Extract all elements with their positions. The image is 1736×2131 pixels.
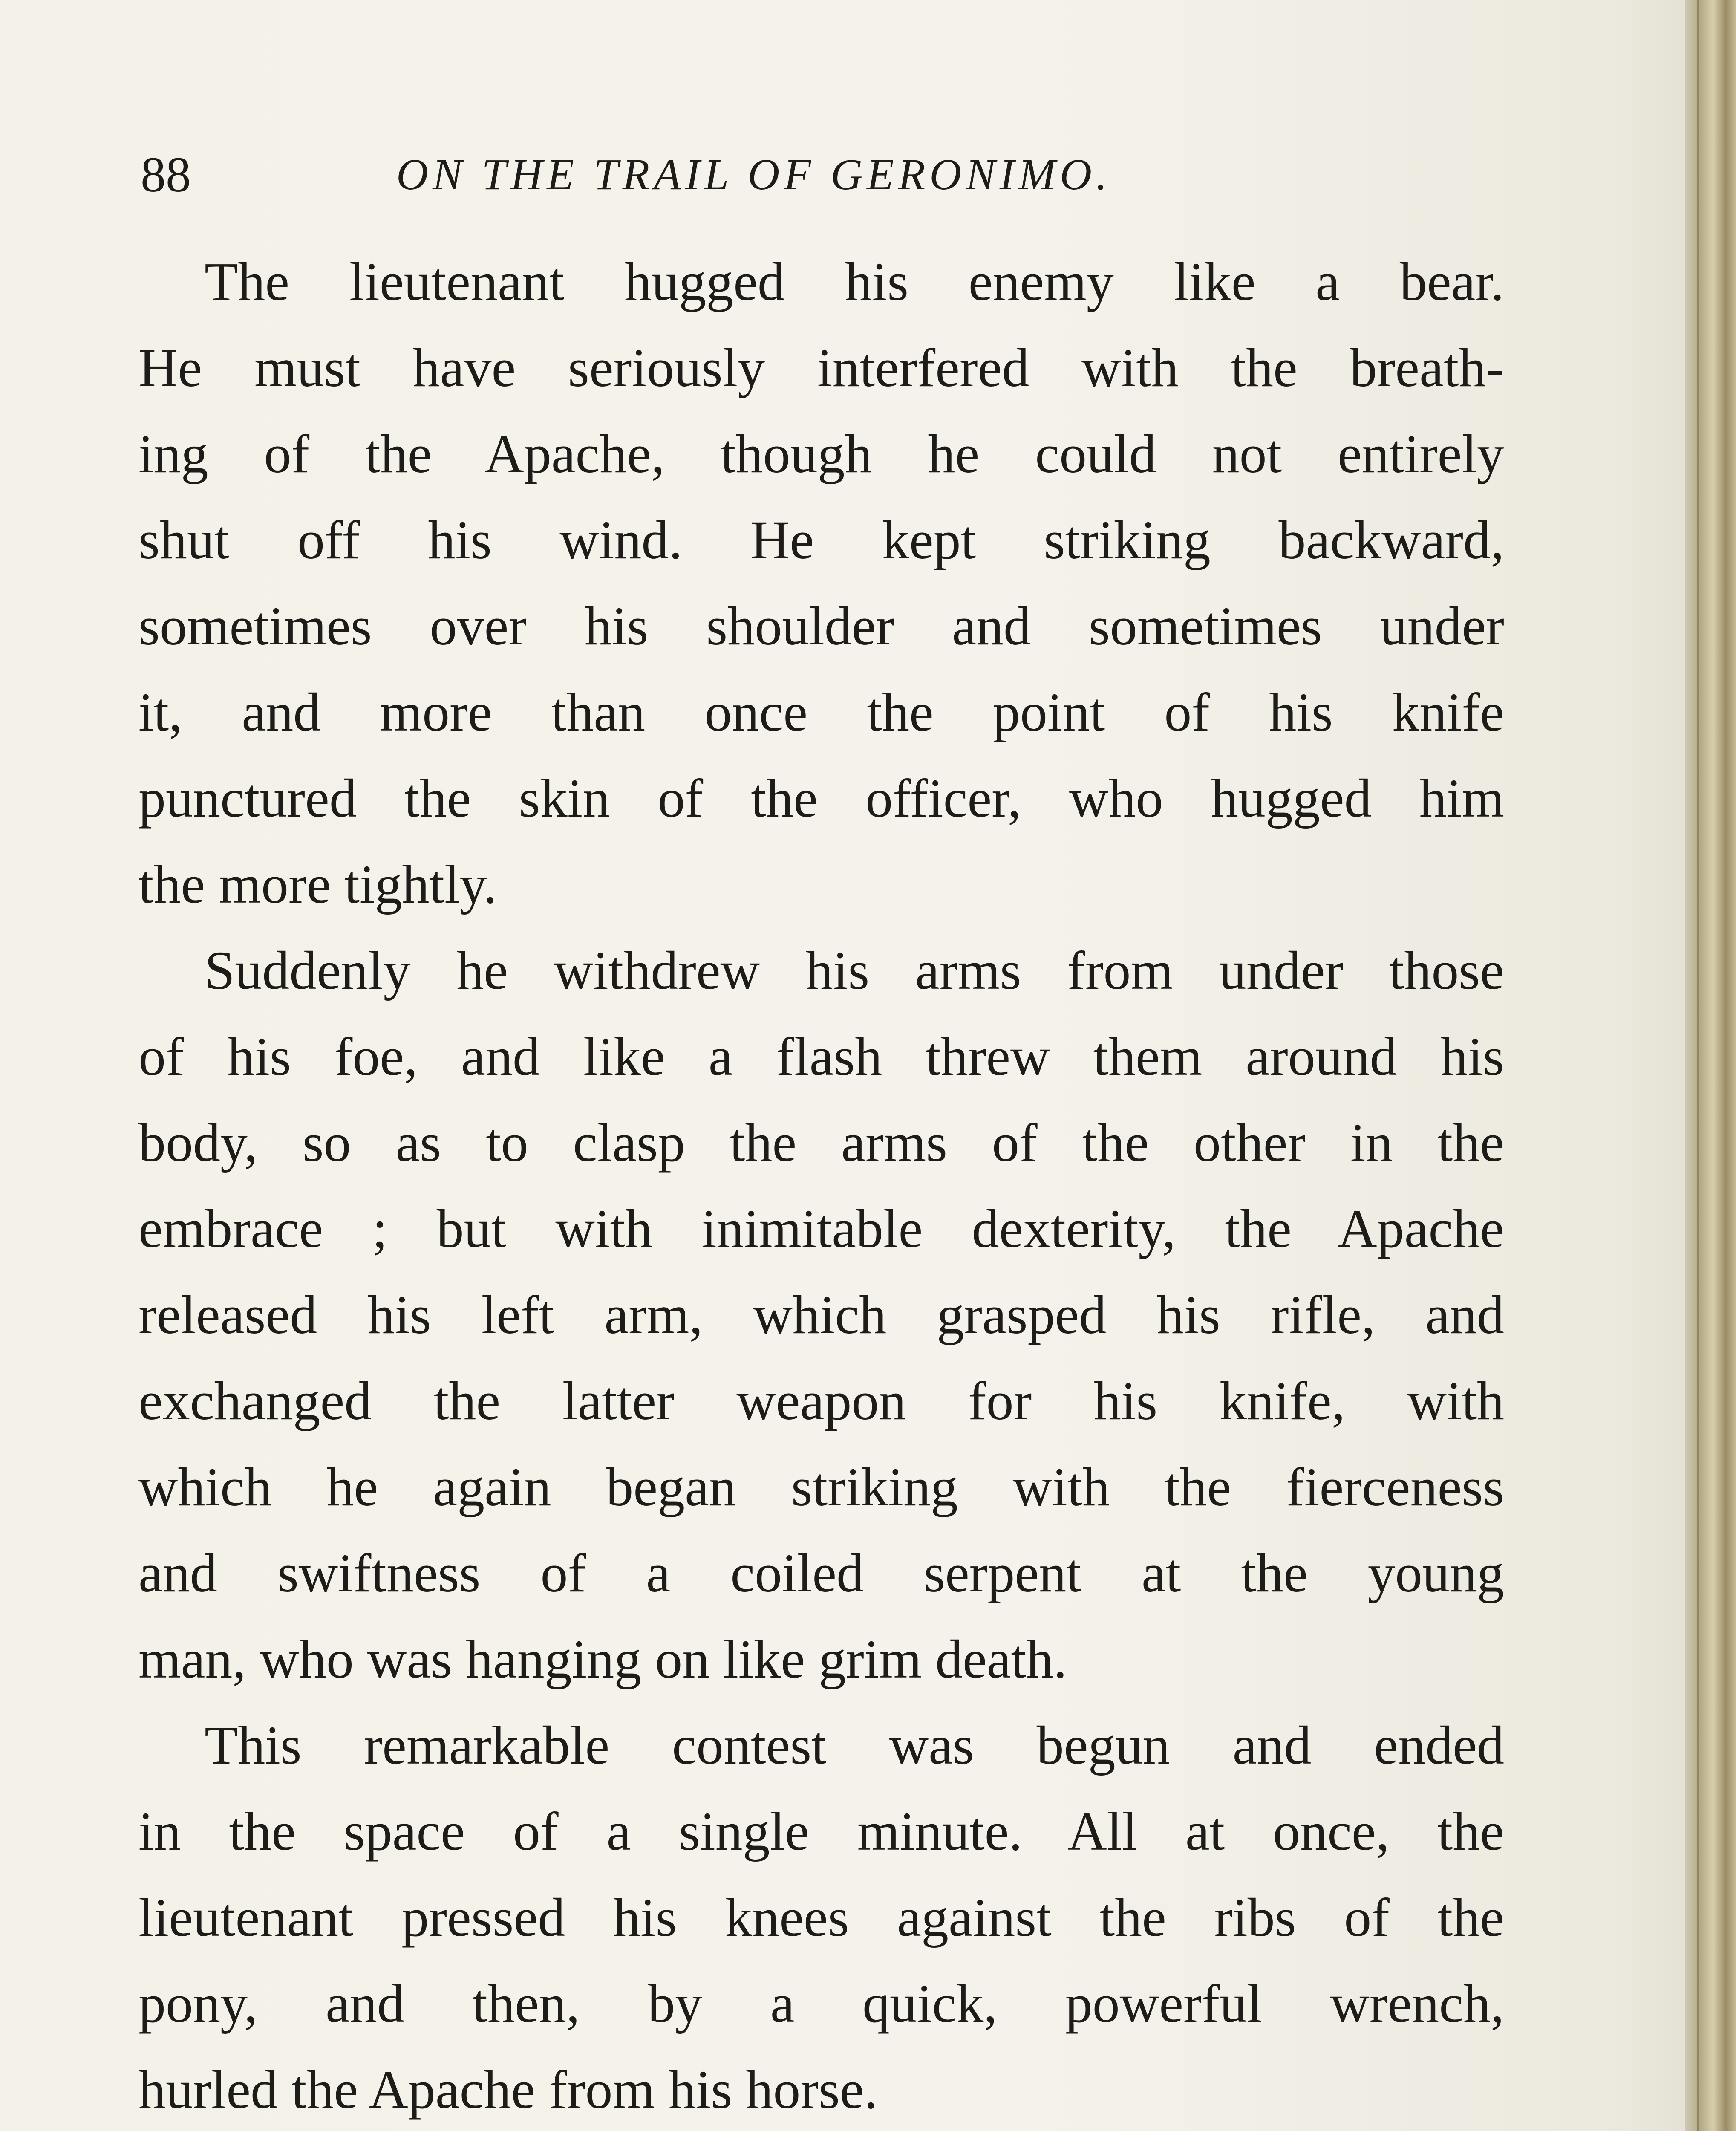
text-line: it, and more than once the point of his knife xyxy=(138,682,1504,742)
text-line: embrace ; but with inimitable dexterity, the Apache xyxy=(138,1198,1504,1259)
page-header xyxy=(141,136,1504,222)
text-line: sometimes over his shoulder and sometimes under xyxy=(138,596,1504,656)
paragraph-2 xyxy=(138,927,1504,1702)
text-line: released his left arm, which grasped his rifle, and xyxy=(138,1285,1504,1345)
book-spine-gutter xyxy=(1685,0,1736,2131)
text-line: shut off his wind. He kept striking backward, xyxy=(138,510,1504,570)
text-line: This remarkable contest was begun and ended xyxy=(205,1715,1504,1776)
text-line: man, who was hanging on like grim death. xyxy=(138,1629,1067,1689)
gutter-shadow-line xyxy=(1697,0,1699,2131)
text-line: hurled the Apache from his horse. xyxy=(138,2059,878,2120)
text-line: ing of the Apache, though he could not entirely xyxy=(138,424,1504,484)
text-line: exchanged the latter weapon for his knife, with xyxy=(138,1371,1504,1431)
text-line: which he again began striking with the fierceness xyxy=(138,1457,1504,1517)
text-line: The lieutenant hugged his enemy like a bear. xyxy=(205,251,1504,312)
text-line: lieutenant pressed his knees against the ribs of the xyxy=(138,1887,1504,1948)
text-line: of his foe, and like a flash threw them around his xyxy=(138,1026,1504,1087)
paragraph-3 xyxy=(138,1702,1504,2131)
text-line: and swiftness of a coiled serpent at the young xyxy=(138,1543,1504,1603)
text-line: He must have seriously interfered with the breath- xyxy=(138,338,1504,398)
text-line: Suddenly he withdrew his arms from under those xyxy=(205,940,1504,1001)
text-line: body, so as to clasp the arms of the other in the xyxy=(138,1112,1504,1173)
running-title: ON THE TRAIL OF GERONIMO. xyxy=(396,150,1112,199)
text-line: pony, and then, by a quick, powerful wrench, xyxy=(138,1973,1504,2034)
text-line: punctured the skin of the officer, who hugged him xyxy=(138,768,1504,829)
page-number: 88 xyxy=(141,147,191,202)
body-text xyxy=(138,239,1504,2131)
text-line: the more tightly. xyxy=(138,854,497,915)
paragraph-1 xyxy=(138,239,1504,927)
text-line: in the space of a single minute. All at once, the xyxy=(138,1801,1504,1862)
